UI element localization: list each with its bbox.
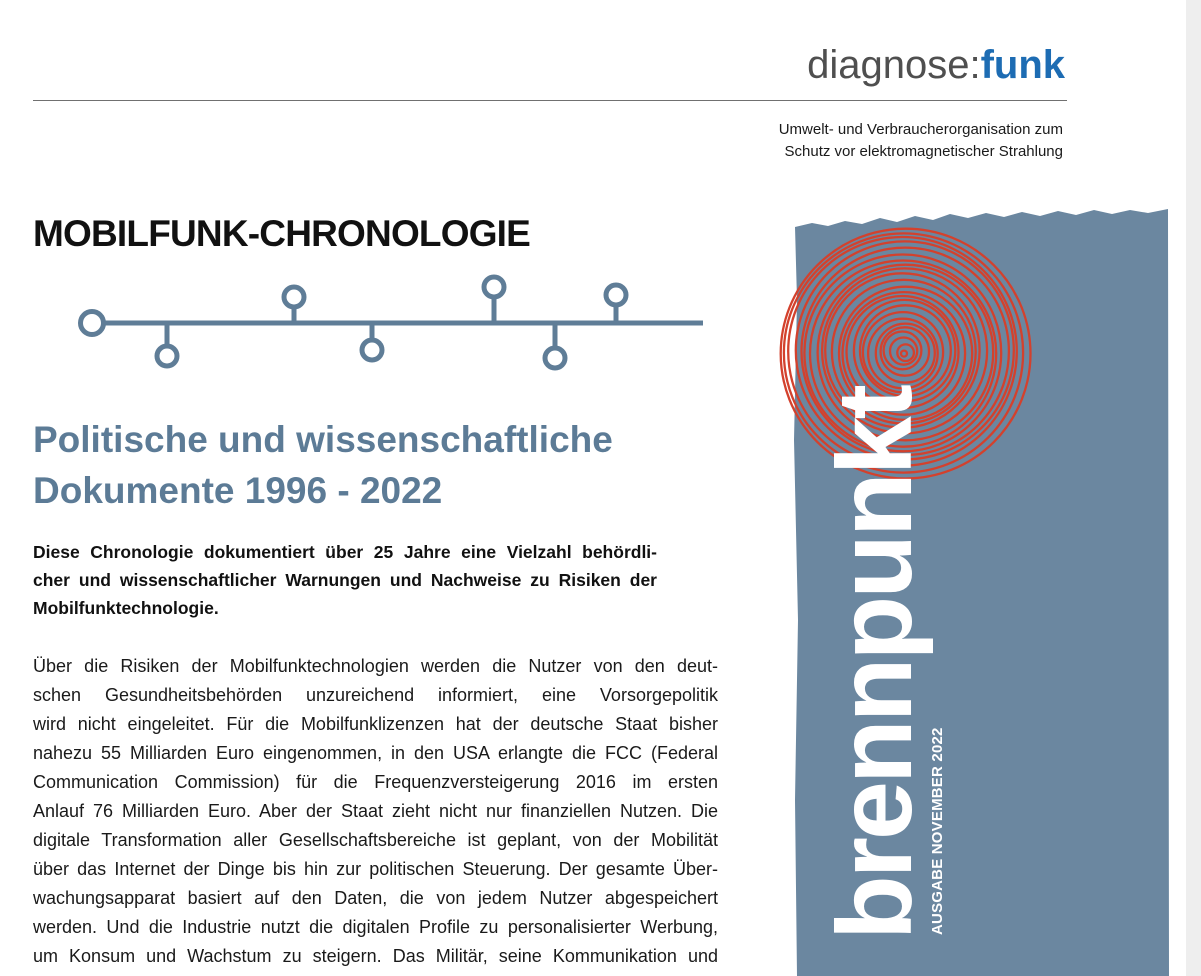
viewer-margin — [1186, 0, 1201, 976]
logo-suffix: funk — [980, 43, 1065, 87]
body-line: nahezu 55 Milliarden Euro eingenommen, in den USA erlangte die FCC (Federal — [33, 743, 718, 763]
body-paragraph — [33, 652, 718, 971]
timeline-node — [362, 323, 382, 360]
lead-line: cher und wissenschaftlicher Warnungen und Nachweise zu Risiken der — [33, 570, 657, 590]
cover-issue-label: AUSGABE NOVEMBER 2022 — [929, 727, 946, 935]
timeline-node — [157, 323, 177, 366]
body-line: Anlauf 76 Milliarden Euro. Aber der Staat zieht nicht nur finanziellen Nutzen. Die — [33, 801, 718, 821]
section-heading — [33, 414, 613, 516]
lead-paragraph — [33, 538, 657, 622]
page-title: MOBILFUNK-CHRONOLOGIE — [33, 213, 531, 254]
timeline-node — [284, 287, 304, 323]
body-line: Communication Commission) für die Frequenzversteigerung 2016 im ersten — [33, 772, 718, 792]
tagline — [779, 119, 1063, 163]
body-line: digitale Transformation aller Gesellschaftsbereiche ist geplant, von der Mobilität — [33, 830, 718, 850]
body-line: wird nicht eingeleitet. Für die Mobilfunklizenzen hat der deutsche Staat bisher — [33, 714, 718, 734]
brand-logo — [807, 40, 1065, 90]
body-line: wachungsapparat basiert auf den Daten, die von jedem Nutzer abgespeichert — [33, 888, 718, 908]
section-heading-line: Politische und wissenschaftliche — [33, 419, 613, 460]
body-line: werden. Und die Industrie nutzt die digitalen Profile zu personalisierter Werbung, — [33, 917, 718, 937]
lead-line: Diese Chronologie dokumentiert über 25 Jahre eine Vielzahl behördli- — [33, 542, 657, 562]
body-line: über das Internet der Dinge bis hin zur politischen Steuerung. Der gesamte Über- — [33, 859, 718, 879]
timeline-node — [545, 323, 565, 368]
cover-brand-title: brennpunkt — [816, 387, 934, 940]
body-line: um Konsum und Wachstum zu steigern. Das Militär, seine Kommunikation und — [33, 946, 718, 966]
body-line: schen Gesundheitsbehörden unzureichend informiert, eine Vorsorgepolitik — [33, 685, 718, 705]
tagline-line: Umwelt- und Verbraucherorganisation zum — [778, 121, 1063, 138]
lead-line: Mobilfunktechnologie. — [33, 598, 219, 618]
timeline-graphic — [60, 270, 720, 380]
timeline-node — [484, 277, 504, 323]
body-line: Über die Risiken der Mobilfunktechnologien werden die Nutzer von den deut- — [33, 656, 718, 676]
timeline-start-node — [81, 312, 104, 335]
logo-prefix: diagnose: — [807, 43, 981, 87]
timeline-node — [606, 285, 626, 323]
section-heading-line: Dokumente 1996 - 2022 — [33, 470, 443, 511]
tagline-line: Schutz vor elektromagnetischer Strahlung — [784, 143, 1063, 160]
header-divider — [33, 100, 1067, 101]
